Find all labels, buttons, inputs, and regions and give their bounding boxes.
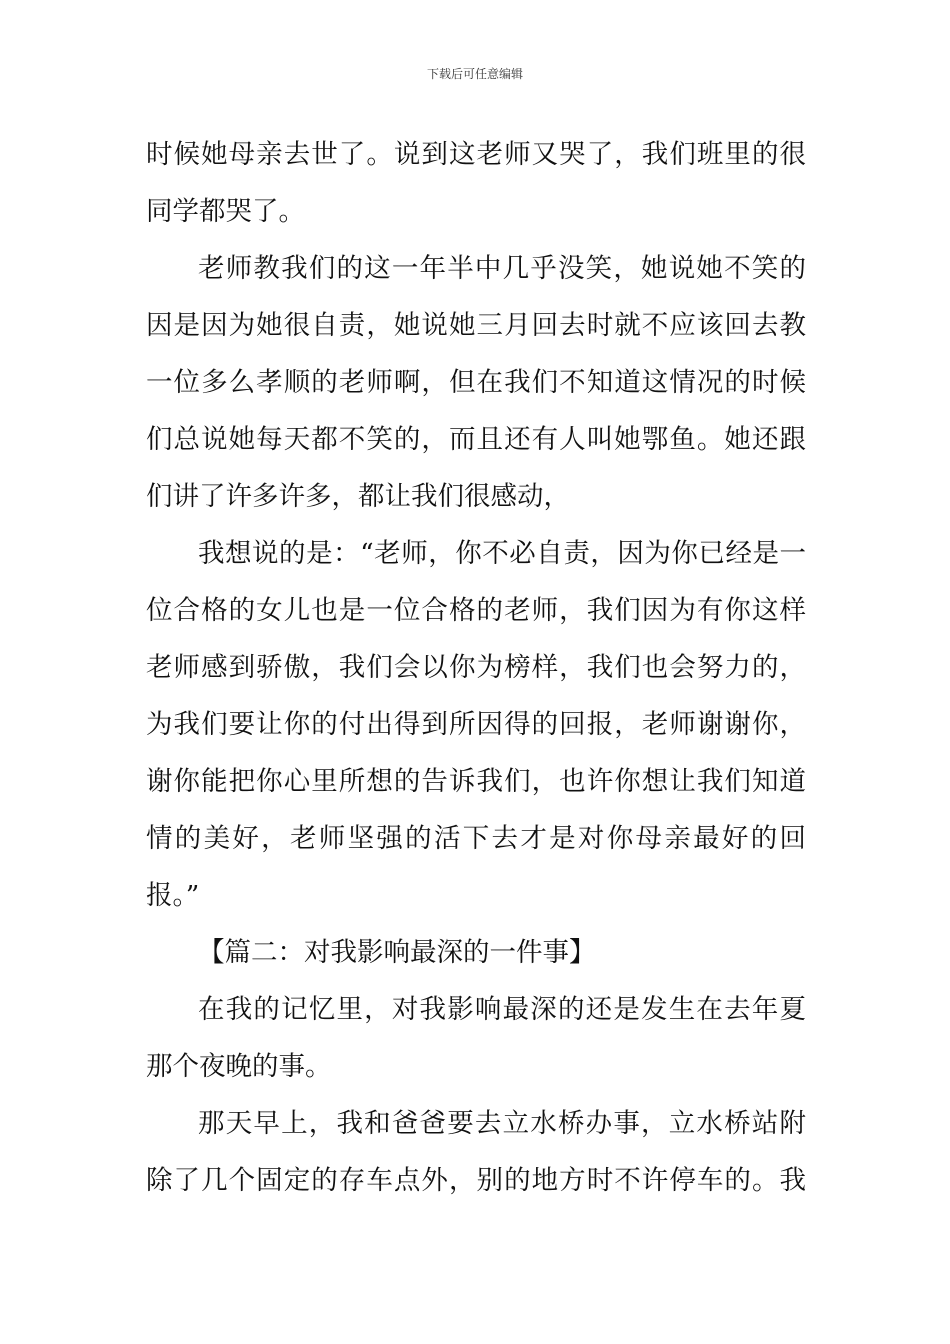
document-body (146, 126, 806, 1209)
text-line: 为我们要让你的付出得到所因得的回报，老师谢谢你， (146, 709, 806, 740)
text-line: 情的美好，老师坚强的活下去才是对你母亲最好的回 (146, 823, 806, 854)
text-line: 们讲了许多许多，都让我们很感动， (146, 481, 570, 512)
paragraph-first-line: 老师教我们的这一年半中几乎没笑，她说她不笑的 (198, 253, 806, 284)
text-line: 谢你能把你心里所想的告诉我们，也许你想让我们知道 (146, 766, 806, 797)
text-line: 除了几个固定的存车点外，别的地方时不许停车的。我 (146, 1165, 806, 1196)
text-line: 同学都哭了。 (146, 196, 305, 227)
text-line: 一位多么孝顺的老师啊，但在我们不知道这情况的时候 (146, 367, 806, 398)
text-line: 老师感到骄傲，我们会以你为榜样，我们也会努力的， (146, 652, 806, 683)
text-line: 那个夜晚的事。 (146, 1051, 332, 1082)
section-heading: 【篇二：对我影响最深的一件事】 (198, 937, 596, 968)
paragraph-first-line: 那天早上，我和爸爸要去立水桥办事，立水桥站附 (198, 1108, 806, 1139)
paragraph-first-line: 在我的记忆里，对我影响最深的还是发生在去年夏 (198, 994, 806, 1025)
text-line: 时候她母亲去世了。说到这老师又哭了，我们班里的很 (146, 139, 806, 170)
page-header-note: 下载后可任意编辑 (426, 67, 523, 81)
text-line: 们总说她每天都不笑的，而且还有人叫她鄂鱼。她还跟 (146, 424, 806, 455)
paragraph-first-line: 我想说的是：“老师，你不必自责，因为你已经是一 (198, 538, 806, 569)
text-line: 因是因为她很自责，她说她三月回去时就不应该回去教 (146, 310, 806, 341)
text-line: 报。” (146, 880, 200, 911)
text-line: 位合格的女儿也是一位合格的老师，我们因为有你这样 (146, 595, 806, 626)
